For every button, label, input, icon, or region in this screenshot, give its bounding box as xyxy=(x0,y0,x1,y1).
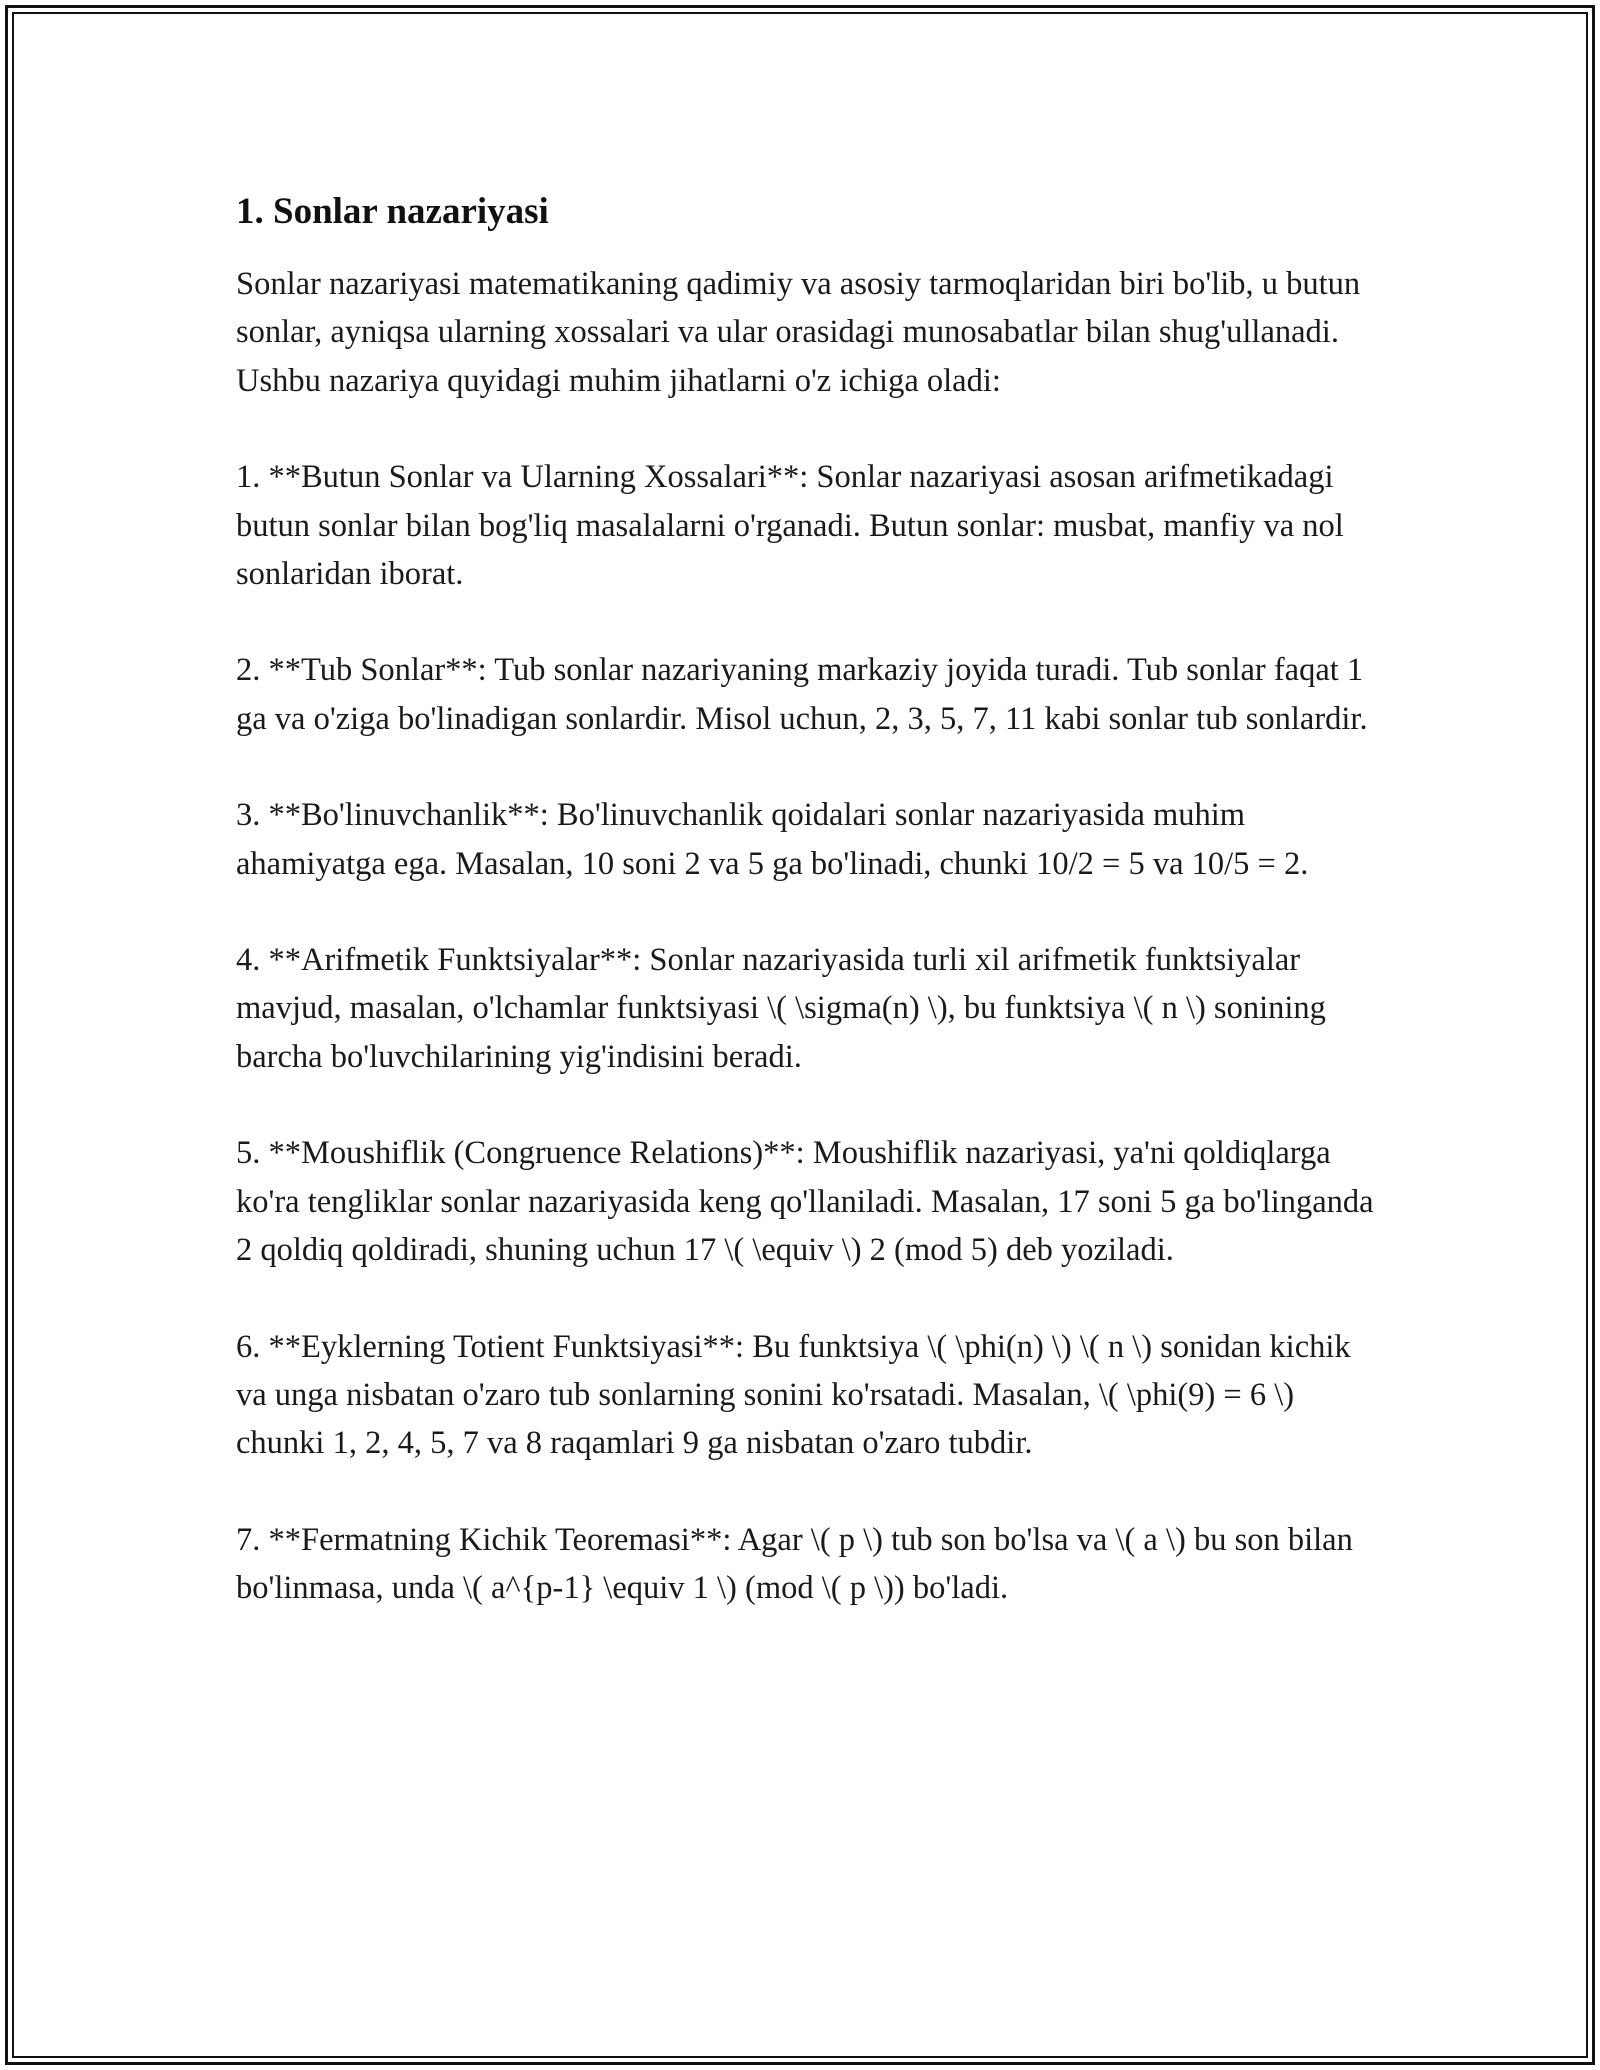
list-item-divisibility: 3. **Bo'linuvchanlik**: Bo'linuvchanlik qoidalari sonlar nazariyasida muhim ahamiyatga ega. Masalan, 10 soni 2 va 5 ga bo'linadi, chunki 10/2 = 5 va 10/5 = 2. xyxy=(236,797,1309,882)
list-item-congruence: 5. **Moushiflik (Congruence Relations)**: Moushiflik nazariyasi, ya'ni qoldiqlarga ko'ra tengliklar sonlar nazariyasida keng qo'llaniladi. Masalan, 17 soni 5 ga bo'linganda 2 qoldiq qoldiradi, shuning uchun 17 \( \equiv \) 2 (mod 5) deb yoziladi. xyxy=(236,1135,1374,1269)
list-item-arithmetic-functions: 4. **Arifmetik Funktsiyalar**: Sonlar nazariyasida turli xil arifmetik funktsiyalar mavjud, masalan, o'lchamlar funktsiyasi \( \sigma(n) \), bu funktsiya \( n \) sonining barcha bo'luvchilarining yig'indisini beradi. xyxy=(236,942,1326,1075)
list-item-primes: 2. **Tub Sonlar**: Tub sonlar nazariyaning markaziy joyida turadi. Tub sonlar faqat 1 ga va o'ziga bo'linadigan sonlardir. Misol uchun, 2, 3, 5, 7, 11 kabi sonlar tub sonlardir. xyxy=(236,652,1368,737)
intro-paragraph: Sonlar nazariyasi matematikaning qadimiy va asosiy tarmoqlaridan biri bo'lib, u butun sonlar, ayniqsa ularning xossalari va ular orasidagi munosabatlar bilan shug'ullanadi. Ushbu nazariya quyidagi muhim jihatlarni o'z ichiga oladi: xyxy=(236,266,1361,399)
section-heading: 1. Sonlar nazariyasi xyxy=(236,191,549,232)
list-item-integers: 1. **Butun Sonlar va Ularning Xossalari**: Sonlar nazariyasi asosan arifmetikadagi butun sonlar bilan bog'liq masalalarni o'rganadi. Butun sonlar: musbat, manfiy va nol sonlaridan iborat. xyxy=(236,459,1344,593)
document-body xyxy=(236,188,1386,1613)
list-item-fermat: 7. **Fermatning Kichik Teoremasi**: Agar \( p \) tub son bo'lsa va \( a \) bu son bilan bo'linmasa, unda \( a^{p-1} \equiv 1 \) (mod \( p \)) bo'ladi. xyxy=(236,1521,1353,1607)
list-item-totient: 6. **Eyklerning Totient Funktsiyasi**: Bu funktsiya \( \phi(n) \) \( n \) sonidan kichik va unga nisbatan o'zaro tub sonlarning sonini ko'rsatadi. Masalan, \( \phi(9) = 6 \) chunki 1, 2, 4, 5, 7 va 8 raqamlari 9 ga nisbatan o'zaro tubdir. xyxy=(236,1328,1351,1462)
